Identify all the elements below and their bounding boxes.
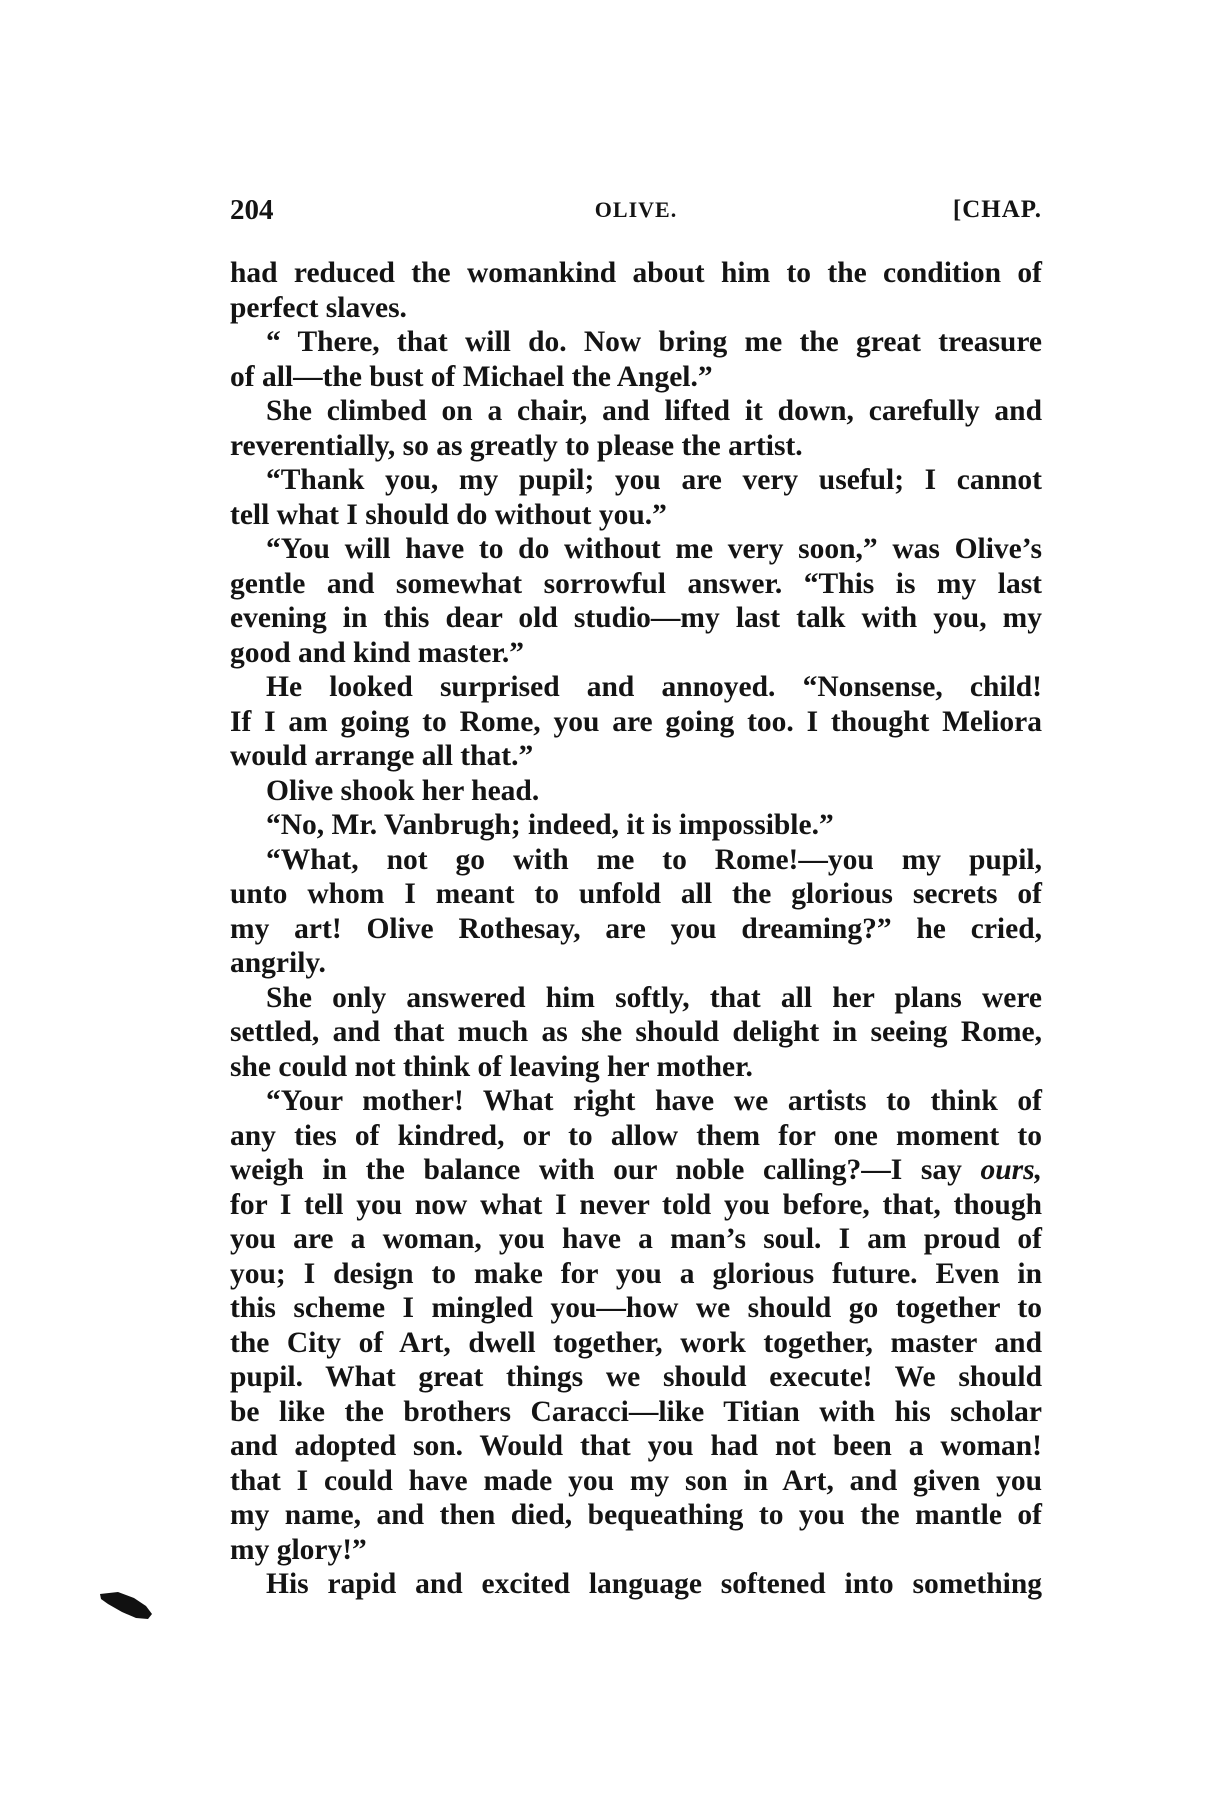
text-line — [230, 601, 1042, 636]
text-line-content: “Thank you, my pupil; you are very useful; I cannot — [266, 464, 1042, 496]
text-line-content: “What, not go with me to Rome!—you my pupil, — [266, 843, 1042, 876]
text-line — [230, 1464, 1042, 1499]
text-line — [230, 1015, 1042, 1050]
text-line — [230, 843, 1042, 878]
text-line-content: you are a woman, you have a man’s soul. I am proud of — [230, 1223, 1042, 1255]
chapter-marker: [CHAP. — [952, 196, 1042, 223]
text-line — [230, 1084, 1042, 1119]
text-line — [230, 670, 1042, 705]
text-line-content: this scheme I mingled you—how we should go together to — [230, 1292, 1042, 1324]
text-line — [230, 1567, 1042, 1602]
text-line — [230, 567, 1042, 602]
text-line — [230, 946, 1042, 981]
text-line-content: “Your mother! What right have we artists to think of — [266, 1085, 1042, 1117]
text-line — [230, 1498, 1042, 1533]
text-line — [230, 463, 1042, 498]
text-line-content: His rapid and excited language softened into something — [266, 1568, 1042, 1600]
text-line-content: She only answered him softly, that all her plans were — [266, 981, 1042, 1014]
text-line — [230, 981, 1042, 1016]
text-line — [230, 394, 1042, 429]
text-line-content: my art! Olive Rothesay, are you dreaming?” he cried, — [230, 912, 1042, 945]
text-line-content: Olive shook her head. — [266, 774, 540, 807]
text-line — [230, 1222, 1042, 1257]
text-line — [230, 1429, 1042, 1464]
text-line — [230, 1395, 1042, 1430]
text-line — [230, 636, 1042, 671]
text-line-content: “No, Mr. Vanbrugh; indeed, it is impossible.” — [266, 809, 834, 841]
text-line-content: settled, and that much as she should delight in seeing Rome, — [230, 1016, 1042, 1048]
text-line-content: she could not think of leaving her mother. — [230, 1050, 753, 1083]
text-line — [230, 1257, 1042, 1292]
text-line — [230, 739, 1042, 774]
text-line — [230, 1119, 1042, 1154]
page-number: 204 — [230, 194, 274, 226]
text-line-content: He looked surprised and annoyed. “Nonsense, child! — [266, 671, 1042, 703]
text-line-content: that I could have made you my son in Art, and given you — [230, 1464, 1042, 1497]
text-line — [230, 1153, 1042, 1188]
text-line — [230, 808, 1042, 843]
text-line-content: the City of Art, dwell together, work together, master and — [230, 1326, 1042, 1359]
text-line — [230, 774, 1042, 809]
text-line — [230, 291, 1042, 326]
text-line — [230, 256, 1042, 291]
text-line-content: any ties of kindred, or to allow them for one moment to — [230, 1119, 1042, 1152]
text-line-content: evening in this dear old studio—my last talk with you, my — [230, 602, 1042, 634]
text-line-content: “ There, that will do. Now bring me the great treasure — [266, 326, 1042, 358]
text-line-content: would arrange all that.” — [230, 740, 534, 772]
body-text — [230, 256, 1042, 1602]
running-title: OLIVE. — [594, 197, 678, 222]
text-line — [230, 1533, 1042, 1568]
text-line-content: unto whom I meant to unfold all the glorious secrets of — [230, 878, 1042, 910]
text-line — [230, 429, 1042, 464]
text-line-content: perfect slaves. — [230, 291, 407, 324]
text-line-content: She climbed on a chair, and lifted it down, carefully and — [266, 395, 1042, 427]
text-line — [230, 1188, 1042, 1223]
text-line-content: and adopted son. Would that you had not been a woman! — [230, 1430, 1042, 1462]
text-line — [230, 1291, 1042, 1326]
text-line-content: be like the brothers Caracci—like Titian with his scholar — [230, 1395, 1042, 1428]
text-line-content: gentle and somewhat sorrowful answer. “This is my last — [230, 567, 1042, 600]
text-line — [230, 360, 1042, 395]
text-line — [230, 912, 1042, 947]
text-line — [230, 532, 1042, 567]
text-line — [230, 325, 1042, 360]
text-line-content: of all—the bust of Michael the Angel.” — [230, 360, 713, 393]
text-line-content: reverentially, so as greatly to please the artist. — [230, 429, 803, 462]
text-line-content: my glory!” — [230, 1533, 367, 1566]
text-line — [230, 1050, 1042, 1085]
text-line-content: pupil. What great things we should execute! We should — [230, 1361, 1042, 1393]
ink-blot-mark — [98, 1590, 154, 1620]
page-header — [230, 194, 1042, 234]
text-line — [230, 498, 1042, 533]
text-line-content: “You will have to do without me very soon,” was Olive’s — [266, 533, 1042, 565]
text-line-content: If I am going to Rome, you are going too. I thought Meliora — [230, 705, 1042, 738]
italic-word: ours, — [980, 1154, 1042, 1186]
text-line — [230, 1326, 1042, 1361]
text-line — [230, 1360, 1042, 1395]
text-line-content: good and kind master.” — [230, 636, 524, 669]
text-line — [230, 705, 1042, 740]
text-line-content: you; I design to make for you a glorious future. Even in — [230, 1257, 1042, 1290]
text-line-content: had reduced the womankind about him to the condition of — [230, 257, 1042, 289]
text-line-content: weigh in the balance with our noble calling?—I say — [230, 1154, 962, 1186]
text-line-content: tell what I should do without you.” — [230, 498, 667, 531]
text-line-content: my name, and then died, bequeathing to you the mantle of — [230, 1499, 1042, 1531]
text-line — [230, 877, 1042, 912]
text-line-content: angrily. — [230, 947, 326, 979]
text-line-content: for I tell you now what I never told you before, that, though — [230, 1188, 1042, 1221]
